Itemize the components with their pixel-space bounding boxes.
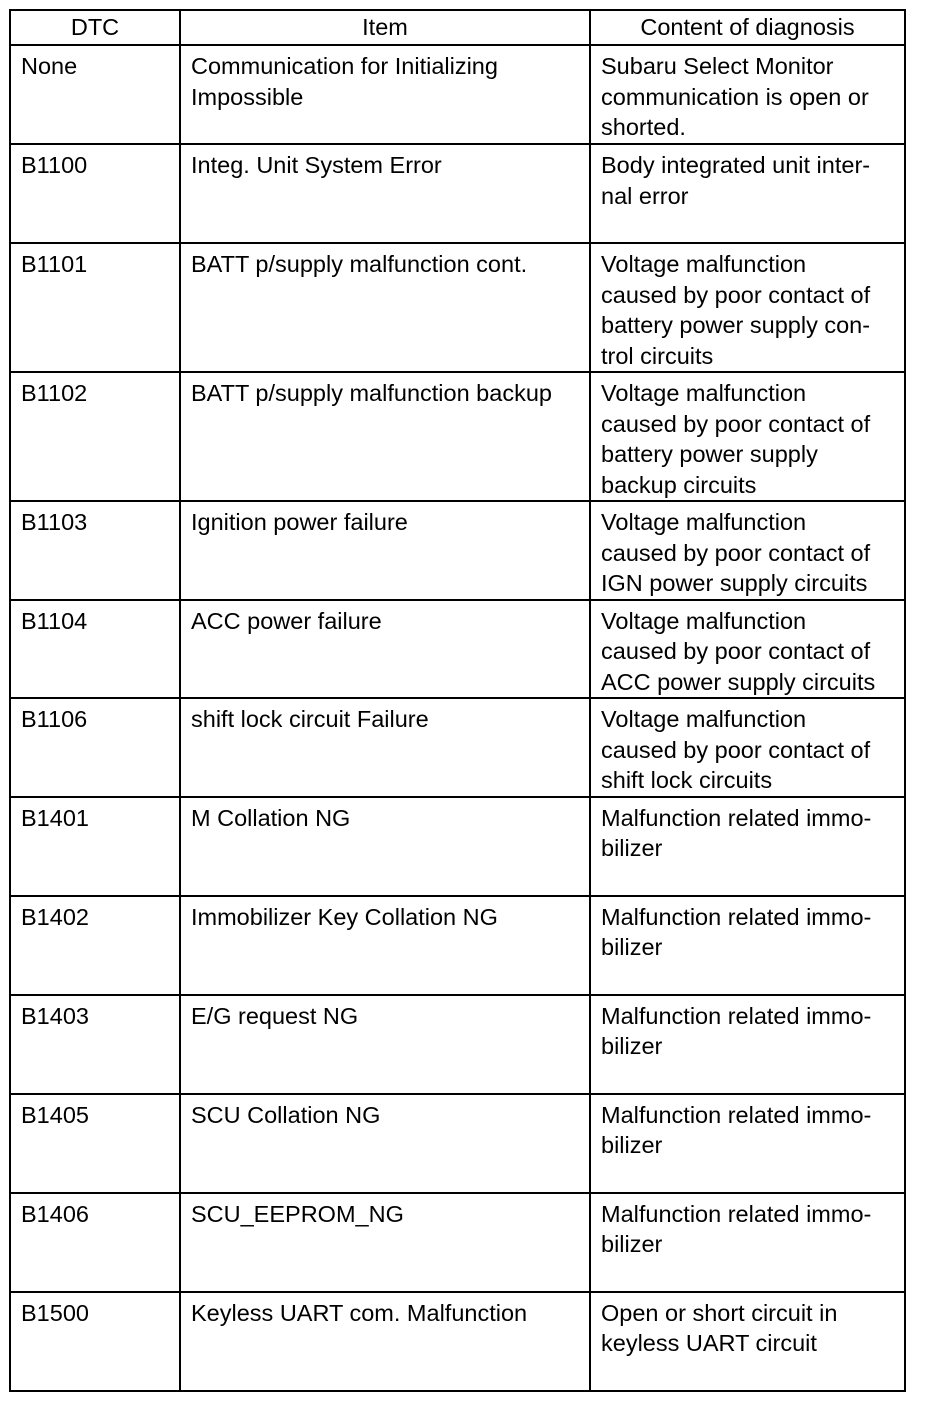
table-row (10, 144, 905, 243)
dtc-diagnosis: Malfunction related immo- bilizer (590, 797, 905, 896)
dtc-code: B1405 (10, 1094, 180, 1193)
table-row (10, 45, 905, 144)
dtc-item: SCU Collation NG (180, 1094, 590, 1193)
dtc-table (9, 9, 906, 1392)
header-content-of-diagnosis: Content of diagnosis (590, 10, 905, 45)
table-row (10, 1193, 905, 1292)
table-row (10, 600, 905, 699)
dtc-item: E/G request NG (180, 995, 590, 1094)
dtc-code: B1102 (10, 372, 180, 501)
table-row (10, 896, 905, 995)
dtc-code: B1106 (10, 698, 180, 797)
table-header-row (10, 10, 905, 45)
dtc-code: B1104 (10, 600, 180, 699)
dtc-code: B1403 (10, 995, 180, 1094)
dtc-diagnosis: Subaru Select Monitor communication is open or shorted. (590, 45, 905, 144)
dtc-item: SCU_EEPROM_NG (180, 1193, 590, 1292)
dtc-code: B1500 (10, 1292, 180, 1391)
dtc-item: BATT p/supply malfunction cont. (180, 243, 590, 372)
dtc-item: Communication for Initializing Impossible (180, 45, 590, 144)
table-row (10, 698, 905, 797)
dtc-diagnosis: Voltage malfunction caused by poor contact of battery power supply con- trol circuits (590, 243, 905, 372)
table-row (10, 995, 905, 1094)
table-row (10, 501, 905, 600)
dtc-code: B1406 (10, 1193, 180, 1292)
dtc-diagnosis: Voltage malfunction caused by poor contact of ACC power supply circuits (590, 600, 905, 699)
dtc-item: Keyless UART com. Malfunction (180, 1292, 590, 1391)
dtc-diagnosis: Voltage malfunction caused by poor contact of IGN power supply circuits (590, 501, 905, 600)
table-row (10, 1292, 905, 1391)
dtc-diagnosis: Malfunction related immo- bilizer (590, 995, 905, 1094)
dtc-code: B1401 (10, 797, 180, 896)
table-row (10, 1094, 905, 1193)
dtc-code: B1103 (10, 501, 180, 600)
table-row (10, 372, 905, 501)
dtc-code: B1101 (10, 243, 180, 372)
dtc-item: BATT p/supply malfunction backup (180, 372, 590, 501)
dtc-code: None (10, 45, 180, 144)
dtc-item: Immobilizer Key Collation NG (180, 896, 590, 995)
dtc-diagnosis: Malfunction related immo- bilizer (590, 1094, 905, 1193)
dtc-diagnosis: Voltage malfunction caused by poor contact of battery power supply backup circuits (590, 372, 905, 501)
dtc-item: Integ. Unit System Error (180, 144, 590, 243)
dtc-code: B1100 (10, 144, 180, 243)
header-item: Item (180, 10, 590, 45)
table-row (10, 243, 905, 372)
dtc-item: shift lock circuit Failure (180, 698, 590, 797)
dtc-item: Ignition power failure (180, 501, 590, 600)
dtc-diagnosis: Malfunction related immo- bilizer (590, 896, 905, 995)
dtc-diagnosis: Voltage malfunction caused by poor contact of shift lock circuits (590, 698, 905, 797)
dtc-diagnosis: Malfunction related immo- bilizer (590, 1193, 905, 1292)
dtc-item: M Collation NG (180, 797, 590, 896)
dtc-diagnosis: Open or short circuit in keyless UART circuit (590, 1292, 905, 1391)
table-row (10, 797, 905, 896)
dtc-item: ACC power failure (180, 600, 590, 699)
dtc-code: B1402 (10, 896, 180, 995)
dtc-diagnosis: Body integrated unit inter- nal error (590, 144, 905, 243)
header-dtc: DTC (10, 10, 180, 45)
